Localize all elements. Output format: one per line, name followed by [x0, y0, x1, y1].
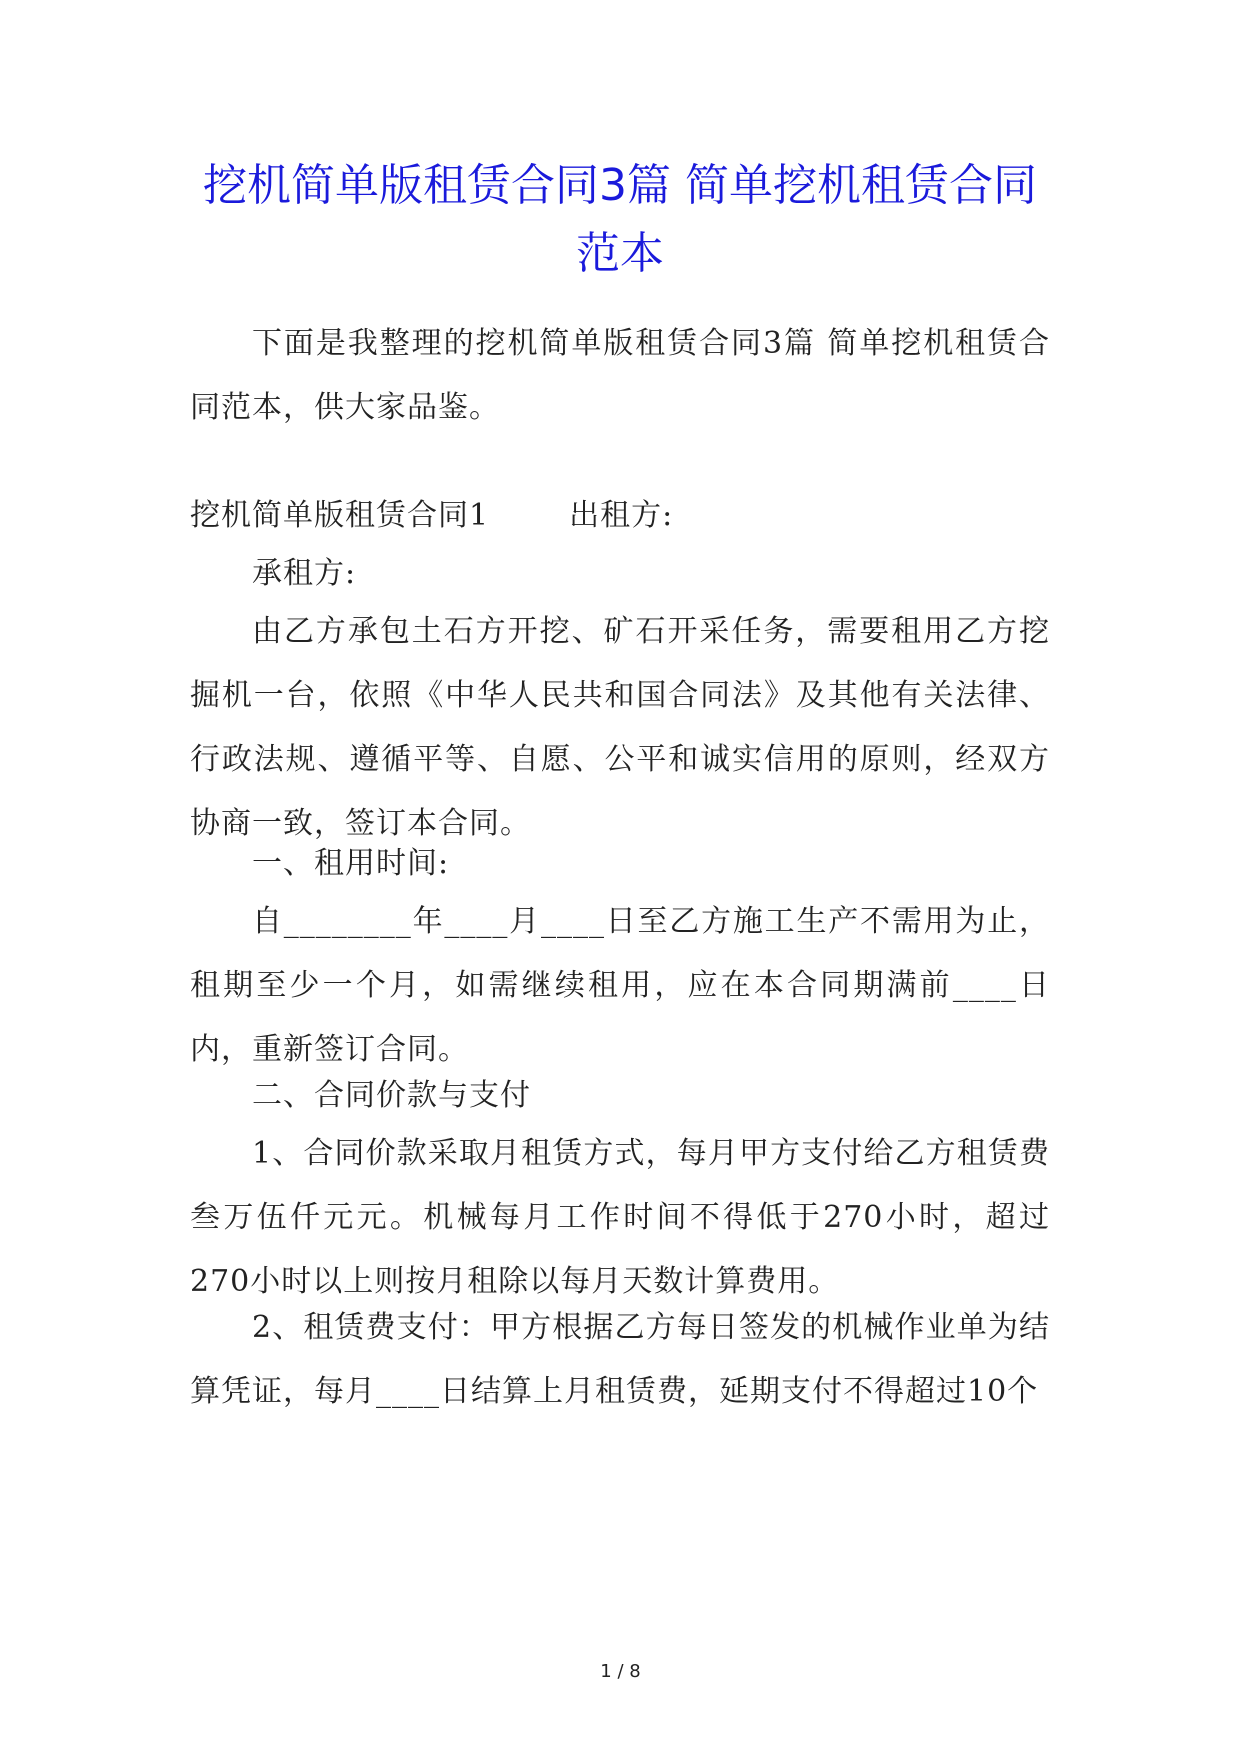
- purpose-paragraph: 由乙方承包土石方开挖、矿石开采任务，需要租用乙方挖掘机一台，依照《中华人民共和国合同法》及其他有关法律、行政法规、遵循平等、自愿、公平和诚实信用的原则，经双方协商一致，签订本合同。: [190, 614, 1050, 841]
- intro-paragraph: 下面是我整理的挖机简单版租赁合同3篇 简单挖机租赁合同范本，供大家品鉴。: [190, 326, 1050, 425]
- document-title: 挖机简单版租赁合同3篇 简单挖机租赁合同范本: [203, 160, 1037, 279]
- lessee-label: 承租方:: [252, 556, 357, 591]
- clause-2-paragraph: 2、租赁费支付：甲方根据乙方每日签发的机械作业单为结算凭证，每月____日结算上月租赁费，延期支付不得超过10个: [190, 1310, 1050, 1409]
- lessor-label: 出租方:: [569, 498, 674, 533]
- contract-heading-line: [190, 484, 1050, 548]
- clause-1-paragraph: 1、合同价款采取月租赁方式，每月甲方支付给乙方租赁费叁万伍仟元元。机械每月工作时间不得低于270小时，超过270小时以上则按月租除以每月天数计算费用。: [190, 1136, 1050, 1299]
- section-1-paragraph: 自________年____月____日至乙方施工生产不需用为止，租期至少一个月，如需继续租用，应在本合同期满前____日内，重新签订合同。: [190, 904, 1050, 1067]
- page-number: 1 / 8: [600, 1661, 641, 1682]
- contract-heading: 挖机简单版租赁合同1: [190, 498, 490, 533]
- section-2-title: 二、合同价款与支付: [252, 1078, 531, 1113]
- section-1-title: 一、租用时间:: [252, 846, 450, 881]
